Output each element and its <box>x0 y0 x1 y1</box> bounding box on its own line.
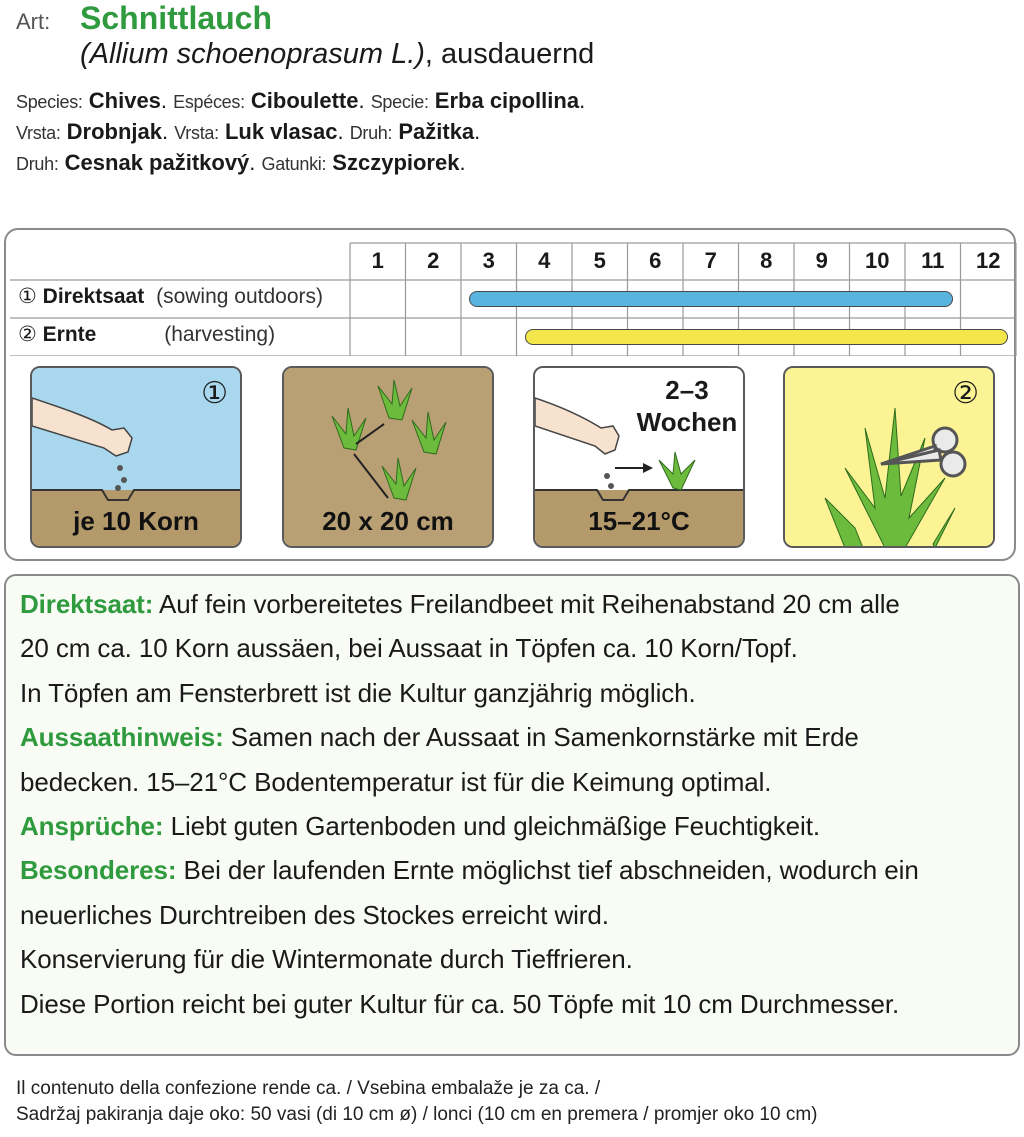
species-line-3: Druh: Cesnak pažitkový. Gatunki: Szczypiorek. <box>16 150 466 175</box>
row-paren: (sowing outdoors) <box>156 285 323 308</box>
instruction-heading: Ansprüche: <box>20 811 164 842</box>
species-label: Gatunki: <box>261 154 327 174</box>
instruction-text: Liebt guten Gartenboden und gleichmäßige Feuchtigkeit. <box>163 811 820 842</box>
footer-note <box>16 1076 818 1128</box>
species-label: Specie: <box>370 92 429 112</box>
instruction-heading: Aussaathinweis: <box>20 722 224 753</box>
footer-line-2: Sadržaj pakiranja daje oko: 50 vasi (di 10 cm ø) / lonci (10 cm en premera / promjer oko 10 cm) <box>16 1104 818 1125</box>
row-number: ① <box>18 285 37 308</box>
instruction-text: Auf fein vorbereitetes Freilandbeet mit Reihenabstand 20 cm alle <box>153 589 900 619</box>
month-label: 12 <box>976 248 1001 273</box>
row-label: Direktsaat <box>42 285 145 308</box>
month-label: 5 <box>593 248 606 273</box>
row-paren: (harvesting) <box>164 323 276 346</box>
footer-line-1: Il contenuto della confezione rende ca. / Vsebina embalaže je za ca. / <box>16 1078 601 1099</box>
species-line-2: Vrsta: Drobnjak. Vrsta: Luk vlasac. Druh: Pažitka. <box>16 119 481 144</box>
instruction-line <box>20 582 1012 626</box>
instructions-text <box>20 582 1012 1026</box>
latin-suffix: , ausdauernd <box>424 38 595 70</box>
germination-weeks: 2–3 <box>665 375 709 405</box>
instruction-text: Bei der laufenden Ernte möglichst tief abschneiden, wodurch ein <box>176 855 919 886</box>
species-names <box>16 86 585 179</box>
tile-caption: je 10 Korn <box>73 506 199 536</box>
germination-unit: Wochen <box>636 407 738 437</box>
month-label: 11 <box>921 248 945 273</box>
instruction-text: 20 cm ca. 10 Korn aussäen, bei Aussaat in Töpfen ca. 10 Korn/Topf. <box>20 633 798 664</box>
product-header <box>16 0 1016 175</box>
step-badge-1: ① <box>201 377 228 410</box>
latin-name-line <box>80 38 594 71</box>
species-value: Drobnjak <box>66 119 163 144</box>
instruction-line <box>20 626 1012 670</box>
sowing-calendar <box>10 242 1018 356</box>
tile-caption: 15–21°C <box>588 506 690 536</box>
instruction-line <box>20 715 1012 759</box>
instruction-heading: Direktsaat: <box>20 589 154 619</box>
species-value: Cesnak pažitkový <box>64 150 250 175</box>
tile-caption: 20 x 20 cm <box>322 506 454 536</box>
instruction-line <box>20 760 1012 804</box>
plant-name: Schnittlauch <box>80 0 273 36</box>
species-line-1: Species: Chives. Espéces: Ciboulette. Specie: Erba cipollina. <box>16 88 586 113</box>
latin-name: (Allium schoenoprasum L.) <box>80 38 425 70</box>
month-label: 7 <box>704 248 717 273</box>
tile-germination <box>533 366 745 548</box>
species-value: Chives <box>88 88 161 113</box>
instruction-text: neuerliches Durchtreiben des Stockes erreicht wird. <box>20 899 609 930</box>
tile-sowing <box>30 366 242 548</box>
species-label: Espéces: <box>173 92 245 112</box>
instruction-text: Diese Portion reicht bei guter Kultur für ca. 50 Töpfe mit 10 cm Durchmesser. <box>20 988 900 1019</box>
month-label: 4 <box>538 248 551 273</box>
species-label: Druh: <box>349 123 393 143</box>
tile-harvest <box>783 366 995 548</box>
calendar-row-sowing <box>18 284 323 309</box>
species-label: Species: <box>16 92 83 112</box>
species-label: Vrsta: <box>16 123 61 143</box>
instruction-line <box>20 671 1012 715</box>
month-label: 3 <box>482 248 495 273</box>
instruction-line <box>20 937 1012 981</box>
month-label: 6 <box>649 248 662 273</box>
sowing-period-bar <box>469 291 953 307</box>
month-label: 10 <box>865 248 890 273</box>
month-label: 8 <box>760 248 773 273</box>
species-label: Vrsta: <box>174 123 219 143</box>
month-label: 9 <box>815 248 828 273</box>
month-label: 2 <box>427 248 440 273</box>
instruction-text: In Töpfen am Fensterbrett ist die Kultur ganzjährig möglich. <box>20 677 696 708</box>
instruction-heading: Besonderes: <box>20 855 177 886</box>
calendar-row-harvest <box>18 322 275 347</box>
instruction-text: bedecken. 15–21°C Bodentemperatur ist für die Keimung optimal. <box>20 766 772 797</box>
germination-time <box>627 374 745 438</box>
species-value: Szczypiorek <box>332 150 460 175</box>
row-label: Ernte <box>42 323 97 346</box>
art-label: Art: <box>16 9 51 34</box>
species-label: Druh: <box>16 154 59 174</box>
instruction-text: Konservierung für die Wintermonate durch Tieffrieren. <box>20 944 633 975</box>
instructions-panel <box>4 574 1020 1056</box>
instruction-line <box>20 893 1012 937</box>
species-value: Ciboulette <box>250 88 359 113</box>
harvest-period-bar <box>525 329 1009 345</box>
row-number: ② <box>18 323 37 346</box>
instruction-line <box>20 848 1012 892</box>
instruction-text: Samen nach der Aussaat in Samenkornstärke mit Erde <box>223 722 859 753</box>
instruction-line <box>20 804 1012 848</box>
month-label: 1 <box>371 248 384 273</box>
species-value: Erba cipollina <box>434 88 580 113</box>
species-value: Pažitka <box>398 119 475 144</box>
species-value: Luk vlasac <box>224 119 338 144</box>
tile-spacing <box>282 366 494 548</box>
instruction-line <box>20 982 1012 1026</box>
step-badge-2: ② <box>952 377 979 410</box>
